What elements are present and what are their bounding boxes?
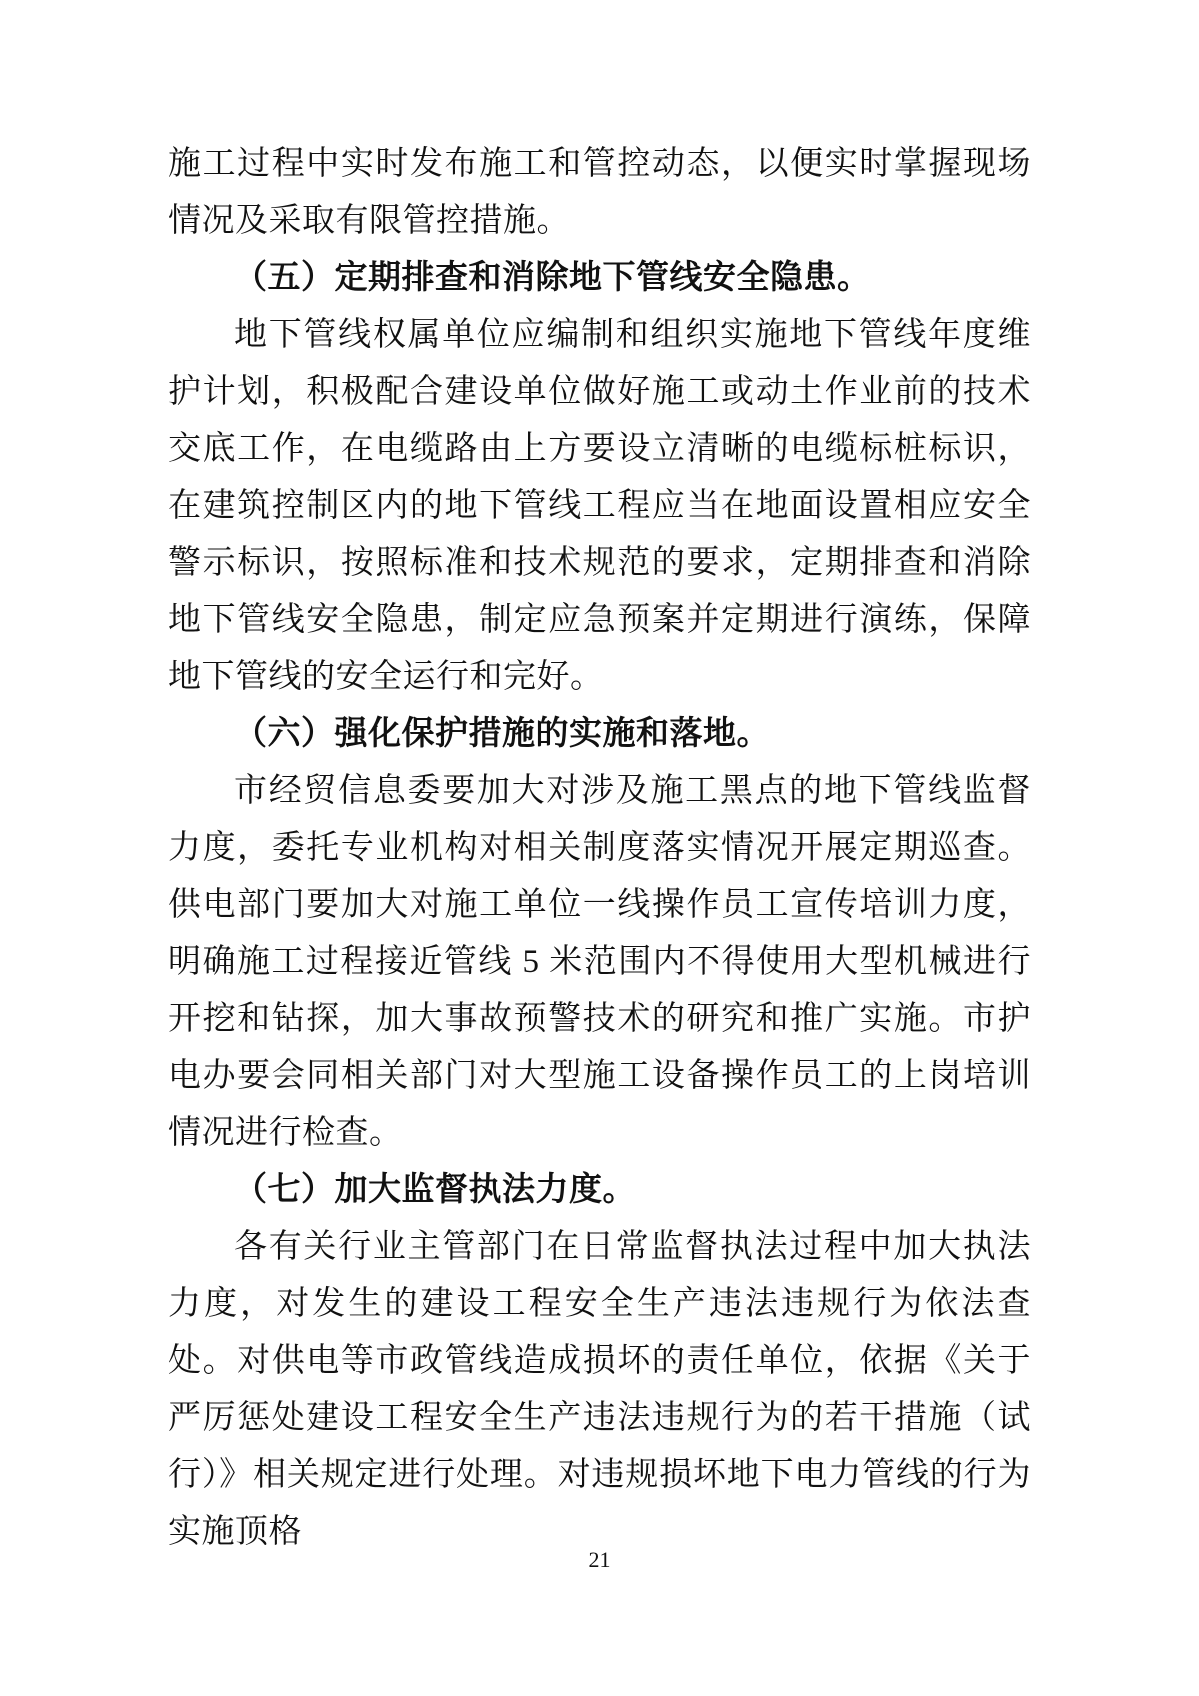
- document-body: [168, 136, 1031, 1561]
- section-heading-6: （六）强化保护措施的实施和落地。: [234, 716, 770, 752]
- paragraph-continuation: 施工过程中实时发布施工和管控动态，以便实时掌握现场情况及采取有限管控措施。: [168, 146, 1031, 239]
- paragraph-section-5: 地下管线权属单位应编制和组织实施地下管线年度维护计划，积极配合建设单位做好施工或动土作业前的技术交底工作，在电缆路由上方要设立清晰的电缆标桩标识，在建筑控制区内的地下管线工程应当在地面设置相应安全警示标识，按照标准和技术规范的要求，定期排查和消除地下管线安全隐患，制定应急预案并定期进行演练，保障地下管线的安全运行和完好。: [168, 317, 1031, 695]
- page-number: 21: [588, 1547, 611, 1572]
- section-heading-7: （七）加大监督执法力度。: [234, 1172, 636, 1208]
- paragraph-section-6: 市经贸信息委要加大对涉及施工黑点的地下管线监督力度，委托专业机构对相关制度落实情况开展定期巡查。供电部门要加大对施工单位一线操作员工宣传培训力度，明确施工过程接近管线 5 米范围内不得使用大型机械进行开挖和钻探，加大事故预警技术的研究和推广实施。市护电办要会同相关部门对大型施工设备操作员工的上岗培训情况进行检查。: [168, 773, 1031, 1151]
- paragraph-section-7: 各有关行业主管部门在日常监督执法过程中加大执法力度，对发生的建设工程安全生产违法违规行为依法查处。对供电等市政管线造成损坏的责任单位，依据《关于严厉惩处建设工程安全生产违法违规行为的若干措施（试行）》相关规定进行处理。对违规损坏地下电力管线的行为实施顶格: [168, 1229, 1031, 1550]
- section-heading-5: （五）定期排查和消除地下管线安全隐患。: [234, 260, 871, 296]
